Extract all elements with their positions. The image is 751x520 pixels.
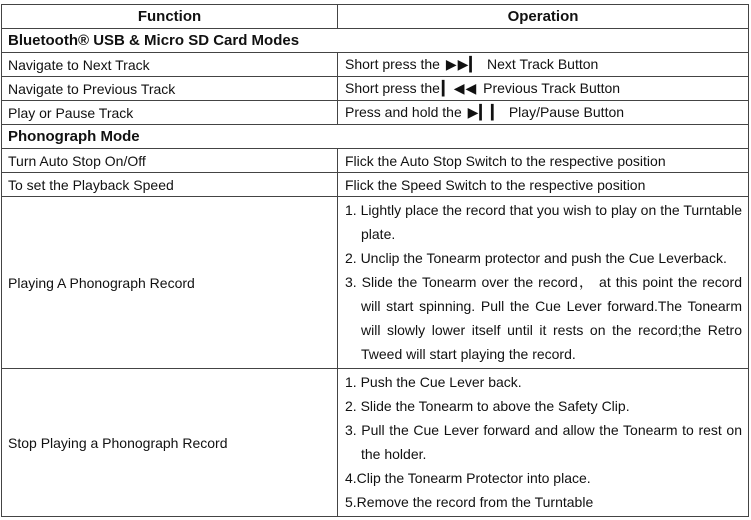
table-row (2, 149, 749, 173)
function-cell: Stop Playing a Phonograph Record (2, 369, 338, 517)
table-row (2, 197, 749, 369)
operation-cell (338, 101, 749, 125)
steps-list (345, 198, 742, 366)
list-item: 1. Push the Cue Lever back. (345, 374, 522, 390)
instructions-table (1, 4, 749, 517)
function-header: Function (2, 5, 338, 29)
table-row (2, 77, 749, 101)
operation-cell (338, 197, 749, 369)
operation-cell: Flick the Auto Stop Switch to the respective position (338, 149, 749, 173)
section-title-bluetooth: Bluetooth® USB & Micro SD Card Modes (2, 29, 749, 53)
function-cell: Turn Auto Stop On/Off (2, 149, 338, 173)
header-row (2, 5, 749, 29)
op-text: Play/Pause Button (508, 104, 625, 120)
section-row-phonograph (2, 125, 749, 149)
list-item: 2. Unclip the Tonearm protector and push the Cue Leverback. (345, 250, 727, 266)
table-row (2, 53, 749, 77)
function-cell: Navigate to Previous Track (2, 77, 338, 101)
section-row-bluetooth (2, 29, 749, 53)
op-text: Short press the (345, 56, 440, 72)
operation-header: Operation (338, 5, 749, 29)
list-item: 2. Slide the Tonearm to above the Safety Clip. (345, 398, 630, 414)
op-text: Press and hold the (345, 104, 462, 120)
play-pause-icon: ▶▎▎ (467, 104, 503, 120)
operation-cell (338, 77, 749, 101)
list-item: 3. Pull the Cue Lever forward and allow the Tonearm to rest on the holder. (345, 422, 742, 462)
function-cell: Navigate to Next Track (2, 53, 338, 77)
table-row (2, 369, 749, 517)
function-cell: Play or Pause Track (2, 101, 338, 125)
list-item: 4.Clip the Tonearm Protector into place. (345, 470, 591, 486)
previous-track-icon: ▎◀◀ (441, 80, 478, 96)
op-text: Short press the (345, 80, 440, 96)
op-text: Previous Track Button (483, 80, 621, 96)
list-item: 5.Remove the record from the Turntable (345, 494, 594, 510)
table-row (2, 173, 749, 197)
section-title-phonograph: Phonograph Mode (2, 125, 749, 149)
list-item: 1. Lightly place the record that you wish to play on the Turntable plate. (345, 202, 742, 242)
list-item: 3. Slide the Tonearm over the record， at this point the record will start spinning. Pull the Cue Lever forward.The Tonearm will slowly lower itself until it rests on the record;the Retro Tweed will start playing the record. (345, 274, 742, 362)
function-cell: Playing A Phonograph Record (2, 197, 338, 369)
function-cell: To set the Playback Speed (2, 173, 338, 197)
next-track-icon: ▶▶▎ (445, 56, 482, 72)
operation-cell: Flick the Speed Switch to the respective position (338, 173, 749, 197)
table-row (2, 101, 749, 125)
operation-cell (338, 53, 749, 77)
operation-cell (338, 369, 749, 517)
steps-list (345, 370, 742, 514)
op-text: Next Track Button (487, 56, 599, 72)
